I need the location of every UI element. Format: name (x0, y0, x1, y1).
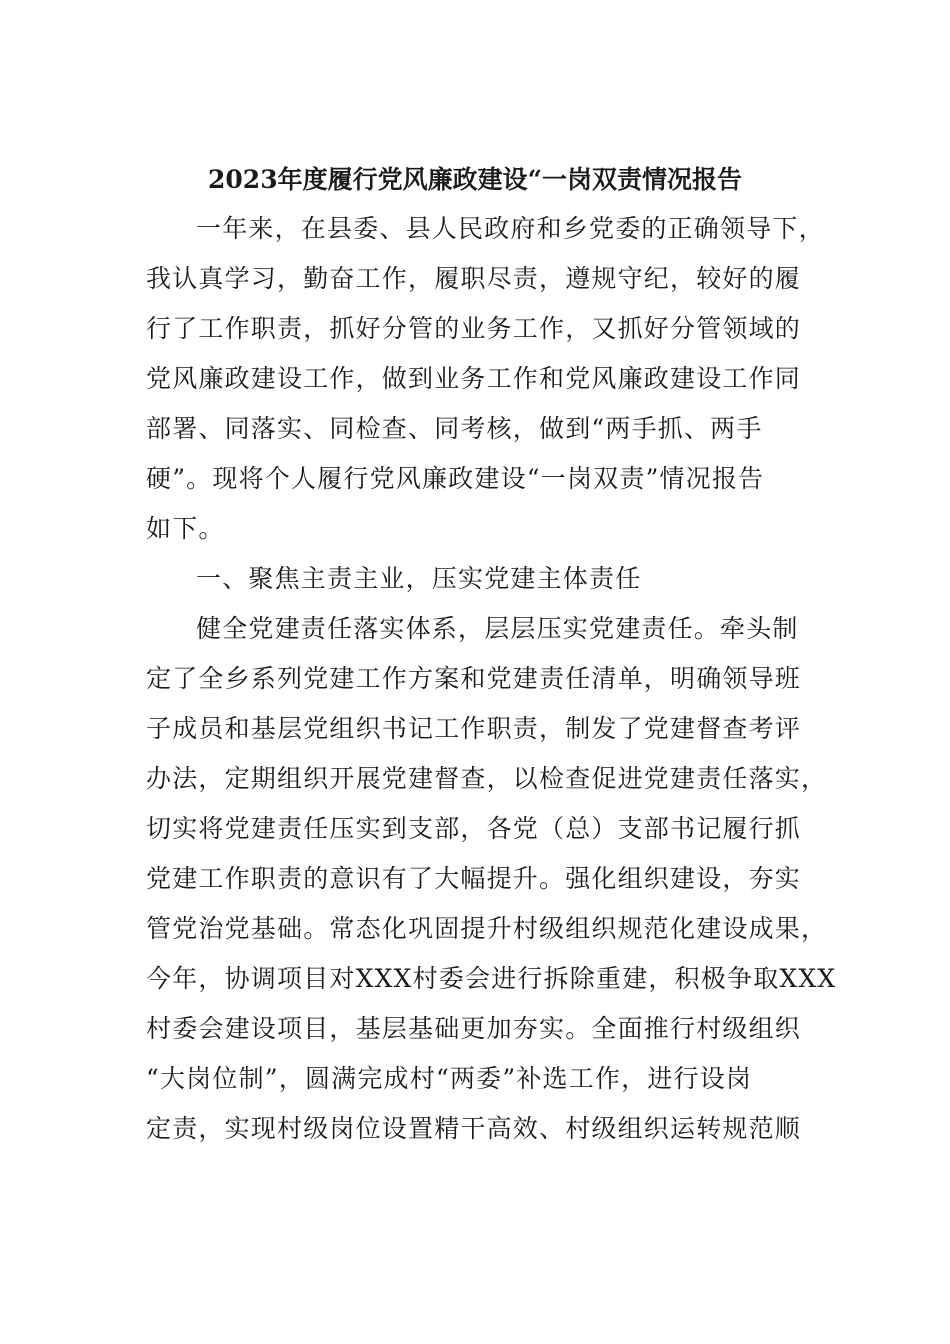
text-line: 定责，实现村级岗位设置精干高效、村级组织运转规范顺 (146, 1114, 802, 1143)
text-line: 如下。 (146, 514, 225, 543)
paragraph-intro (146, 204, 825, 554)
text-line: 定了全乡系列党建工作方案和党建责任清单，明确领导班 (146, 664, 802, 693)
section-heading-line: 一、聚焦主责主业，压实党建主体责任 (196, 564, 642, 593)
text-line: 部署、同落实、同检查、同考核，做到“两手抓、两手 (146, 414, 763, 443)
text-line: 我认真学习，勤奋工作，履职尽责，遵规守纪，较好的履 (146, 264, 802, 293)
text-line: 一年来，在县委、县人民政府和乡党委的正确领导下， (196, 214, 825, 243)
text-line: 今年，协调项目对XXX村委会进行拆除重建，积极争取XXX (146, 964, 837, 993)
text-line: 健全党建责任落实体系，层层压实党建责任。牵头制 (196, 614, 799, 643)
paragraph-section-1 (146, 604, 837, 1154)
text-line: 党建工作职责的意识有了大幅提升。强化组织建设，夯实 (146, 864, 802, 893)
text-line: 管党治党基础。常态化巩固提升村级组织规范化建设成果， (146, 914, 828, 943)
document-title: 2023年度履行党风廉政建设“一岗双责情况报告 (208, 165, 742, 194)
text-line: 切实将党建责任压实到支部，各党（总）支部书记履行抓 (146, 814, 802, 843)
text-line: 硬”。现将个人履行党风廉政建设“一岗双责”情况报告 (146, 464, 765, 493)
document-body (146, 204, 837, 1154)
text-line: 党风廉政建设工作，做到业务工作和党风廉政建设工作同 (146, 364, 802, 393)
text-line: “大岗位制”，圆满完成村“两委”补选工作，进行设岗 (146, 1064, 753, 1093)
section-heading (146, 554, 808, 604)
text-line: 子成员和基层党组织书记工作职责，制发了党建督查考评 (146, 714, 802, 743)
text-line: 村委会建设项目，基层基础更加夯实。全面推行村级组织 (146, 1014, 802, 1043)
text-line: 办法，定期组织开展党建督查，以检查促进党建责任落实， (146, 764, 828, 793)
text-line: 行了工作职责，抓好分管的业务工作，又抓好分管领域的 (146, 314, 802, 343)
